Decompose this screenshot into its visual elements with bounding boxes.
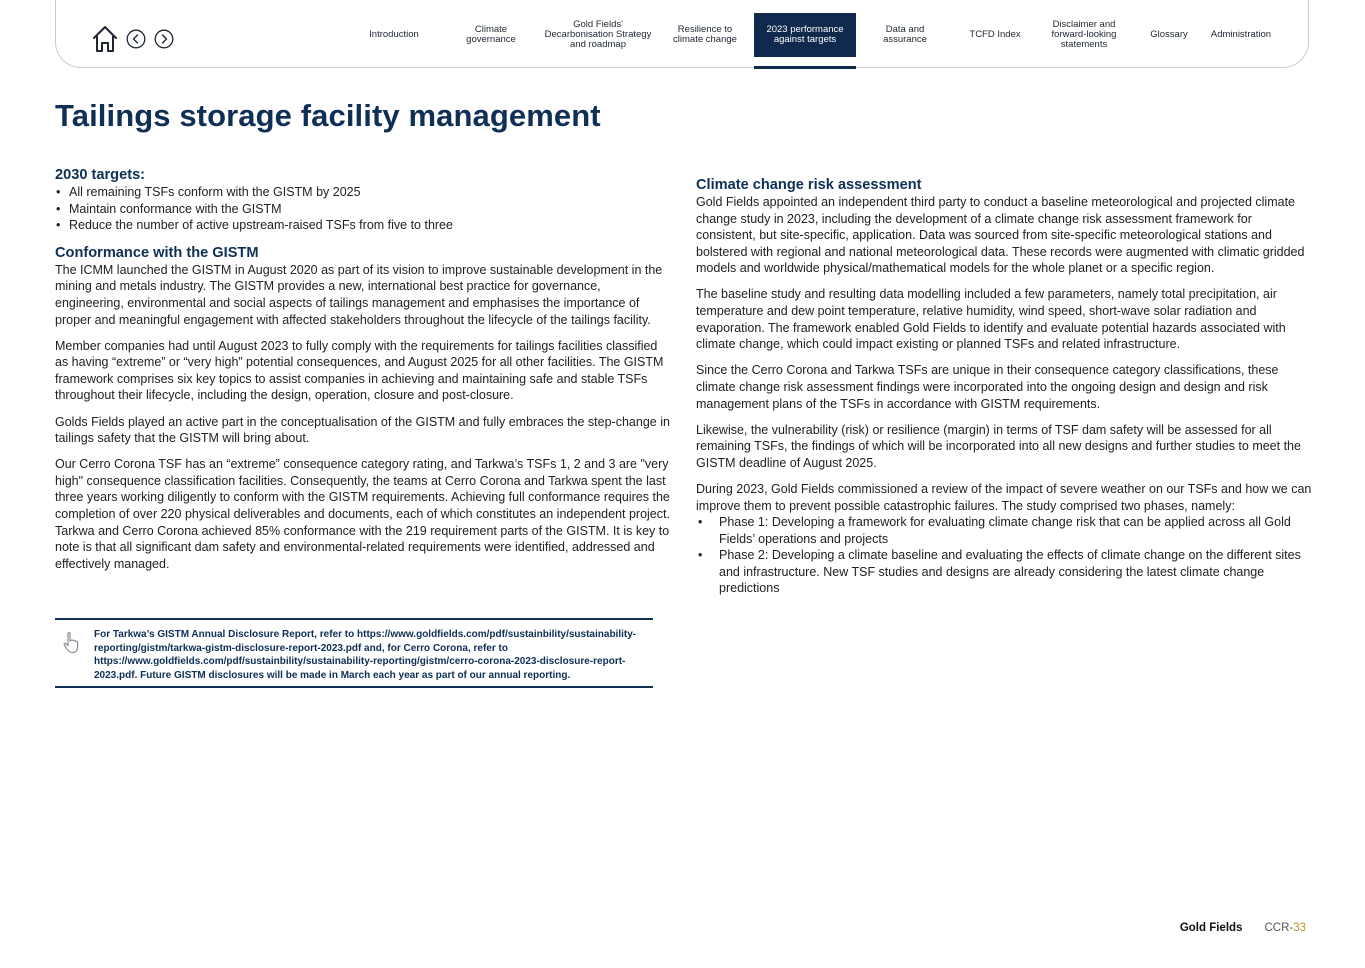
paragraph: Likewise, the vulnerability (risk) or resilience (margin) in terms of TSF dam safety will be assessed for all remaining TSFs, the findings of which will be incorporated into all new designs and further studies to meet the GISTM deadline of August 2025.	[696, 422, 1301, 470]
tab-2023-performance[interactable]: 2023 performance against targets	[754, 13, 856, 57]
paragraph: Gold Fields appointed an independent third party to conduct a baseline meteorological and projected climate change study in 2023, including the development of a climate change risk assessment framework for consistent, but site-specific, application. Data was sourced from site-specific meteorological stations and bolstered with regional and national meteorological data. These records were augmented with climatic gridded models and worldwide physical/mathematical models for the whole planet or a specific region.	[696, 195, 1305, 276]
top-navigation	[55, 0, 1309, 68]
tab-glossary[interactable]: Glossary	[1150, 29, 1188, 40]
paragraph: During 2023, Gold Fields commissioned a review of the impact of severe weather on our TSFs and how we can improve them to prevent possible catastrophic failures. The study comprised two phases, namely:	[696, 481, 1312, 513]
paragraph: The ICMM launched the GISTM in August 2020 as part of its vision to improve sustainable development in the mining and metals industry. The GISTM provides a new, international best practice for governance, engineering, environmental and social aspects of tailings management and emphasises the importance of proper and meaningful engagement with affected stakeholders throughout the lifecycle of the tailings facility.	[55, 262, 663, 327]
right-column	[696, 176, 1314, 597]
page-number	[1264, 922, 1306, 934]
page-number-value: 33	[1293, 922, 1306, 934]
footer-brand: Gold Fields	[1179, 922, 1243, 934]
page-prefix: CCR-	[1264, 922, 1294, 934]
targets-heading: 2030 targets:	[55, 167, 146, 183]
tab-resilience[interactable]: Resilience to climate change	[673, 24, 737, 45]
phases-list	[696, 514, 1314, 597]
tab-introduction[interactable]: Introduction	[369, 29, 419, 40]
pointer-hand-icon	[61, 631, 81, 660]
tab-data-and-assurance[interactable]: Data and assurance	[883, 24, 927, 45]
paragraph: Golds Fields played an active part in the conceptualisation of the GISTM and fully embraces the step-change in tailings safety that the GISTM will bring about.	[55, 414, 670, 446]
tab-climate-governance[interactable]: Climate governance	[466, 24, 516, 45]
page-title: Tailings storage facility management	[55, 98, 601, 133]
list-item: • Reduce the number of active upstream-raised TSFs from five to three	[55, 217, 671, 234]
list-item: • Maintain conformance with the GISTM	[55, 201, 671, 218]
targets-list	[55, 184, 671, 234]
tab-administration[interactable]: Administration	[1210, 29, 1272, 40]
paragraph: Member companies had until August 2023 to fully comply with the requirements for tailings facilities classified as having “extreme” or “very high” potential consequences, and August 2025 for all other facilities. The GISTM framework comprises six key topics to assist companies in achieving and maintaining safe and stable TSFs throughout their lifecycle, including the design, operation, closure and post-closure.	[55, 338, 664, 403]
risk-assessment-heading: Climate change risk assessment	[696, 177, 922, 193]
paragraph: Since the Cerro Corona and Tarkwa TSFs are unique in their consequence category classifications, these climate change risk assessment findings were incorporated into the ongoing design and design and risk management plans of the TSFs in accordance with GISTM requirements.	[696, 363, 1279, 411]
list-item: • All remaining TSFs conform with the GISTM by 2025	[55, 184, 671, 201]
paragraph: Our Cerro Corona TSF has an “extreme” consequence category rating, and Tarkwa’s TSFs 1, 2 and 3 are "very high" consequence classification facilities. Consequently, the teams at Cerro Corona and Tarkwa spent the last three years working diligently to conform with the GISTM requirements. Achieving full conformance requires the completion of over 220 physical deliverables and documents, each of which constitutes an independent project. Tarkwa and Cerro Corona achieved 85% conformance with the 219 requirement parts of the GISTM. It is key to note is that all significant dam safety and environmental-related requirements were identified, addressed and effectively managed.	[55, 457, 670, 571]
list-item: • Phase 1: Developing a framework for evaluating climate change risk that can be applied across all Gold Fields’ operations and projects	[696, 514, 1314, 547]
paragraph: The baseline study and resulting data modelling included a few parameters, namely total precipitation, air temperature and dew point temperature, relative humidity, wind speed, short-wave solar radiation and evaporation. The framework enabled Gold Fields to identify and evaluate potential hazards associated with climate change, which could impact existing or planned TSFs and related infrastructure.	[696, 287, 1286, 352]
nav-tabs	[56, 0, 1308, 67]
note-text: For Tarkwa’s GISTM Annual Disclosure Report, refer to https://www.goldfields.com/pdf/sustainbility/sustainability-reporting/gistm/tarkwa-gistm-disclosure-report-2023.pdf and, for Cerro Corona, refer to https://www.goldfields.com/pdf/sustainbility/sustainability-reporting/gistm/cerro-corona-2023-disclosure-report-2023.pdf. Future GISTM disclosures will be made in March each year as part of our annual reporting.	[94, 629, 637, 681]
page-footer	[1180, 922, 1306, 934]
tab-tcfd-index[interactable]: TCFD Index	[969, 29, 1021, 40]
disclosure-note	[55, 618, 653, 688]
list-item: • Phase 2: Developing a climate baseline and evaluating the effects of climate change on the different sites and infrastructure. New TSF studies and designs are already considering the latest climate change predictions	[696, 547, 1314, 597]
left-column	[55, 166, 671, 582]
tab-disclaimer[interactable]: Disclaimer and forward-looking statements	[1051, 19, 1117, 50]
tab-decarbonisation-strategy[interactable]: Gold Fields' Decarbonisation Strategy and roadmap	[544, 19, 652, 50]
conformance-heading: Conformance with the GISTM	[55, 244, 259, 261]
